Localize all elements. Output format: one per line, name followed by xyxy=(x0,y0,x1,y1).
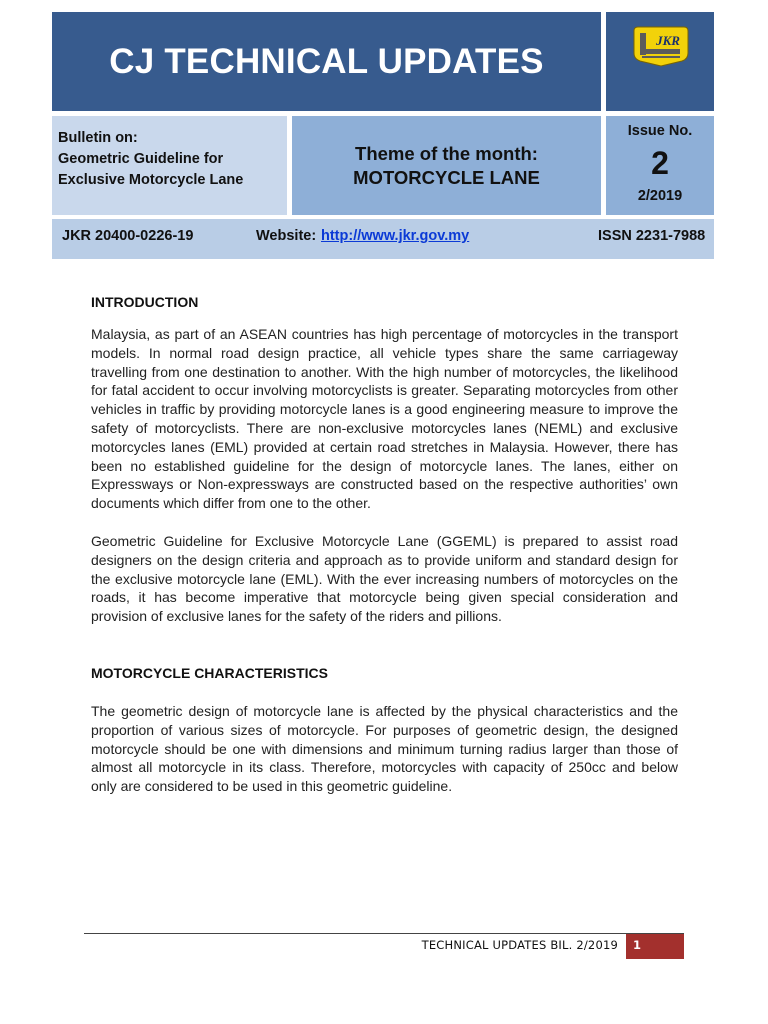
issue-number: 2 xyxy=(651,145,669,181)
bulletin-line: Geometric Guideline for xyxy=(58,151,224,167)
footer-divider xyxy=(84,933,684,934)
issue-date: 2/2019 xyxy=(637,188,683,204)
section-heading-motorcycle-characteristics: MOTORCYCLE CHARACTERISTICS xyxy=(91,665,328,681)
website-label: Website: xyxy=(256,228,317,244)
intro-paragraph-1: Malaysia, as part of an ASEAN countries has high percentage of motorcycles in the transport models. In normal road design practice, all vehicle types share the same carriageway travelling from one destination to another. With the high number of motorcycles, the likelihood for fatal accident to occur involving motorcyclists is greater. Separating motorcycles from other vehicles in traffic by providing motorcycle lanes is a good engineering measure to improve the safety of motorcyclists. There are non-exclusive motorcycles lanes (NEML) and exclusive motorcycles lanes (EML) provided at certain road stretches in Malaysia. However, there has been no established guideline for the design of motorcycle lanes. The lanes, either on Expressways or Non-expressways are constructed based on the respective authorities’ own documents which differ from one to the other. xyxy=(91,326,678,512)
characteristics-paragraph: The geometric design of motorcycle lane is affected by the physical characteristics and the proportion of various sizes of motorcycle. For purposes of geometric design, the designed motorcycle should be one with dimensions and minimum turning radius larger than those of almost all motorcycle in its class. Therefore, motorcycles with capacity of 250cc and below only are considered to be used in this geometric guideline. xyxy=(91,703,678,795)
theme-value: MOTORCYCLE LANE xyxy=(353,166,540,188)
bulletin-text xyxy=(58,128,283,191)
section-heading-introduction: INTRODUCTION xyxy=(91,294,199,310)
document-code: JKR 20400-0226-19 xyxy=(62,228,194,244)
website-link[interactable]: http://www.jkr.gov.my xyxy=(321,228,470,244)
theme-label: Theme of the month: xyxy=(355,142,538,164)
page-number: 1 xyxy=(633,938,642,952)
intro-paragraph-2: Geometric Guideline for Exclusive Motorcycle Lane (GGEML) is prepared to assist road designers on the design criteria and approach as to provide uniform and standard design for the exclusive motorcycle lane (EML). With the ever increasing numbers of motorcycles on the roads, it has become imperative that motorcycle being given special consideration and provision of exclusive lanes for the safety of the riders and pillions. xyxy=(91,533,678,625)
issue-label: Issue No. xyxy=(627,123,693,139)
issn-number: ISSN 2231-7988 xyxy=(598,228,706,244)
footer-text: TECHNICAL UPDATES BIL. 2/2019 xyxy=(421,938,618,952)
page-title: CJ TECHNICAL UPDATES xyxy=(109,41,544,81)
jkr-logo xyxy=(632,25,690,67)
bulletin-line: Bulletin on: xyxy=(58,130,138,146)
bulletin-line: Exclusive Motorcycle Lane xyxy=(58,172,244,188)
logo-lettering: JKR xyxy=(656,33,680,48)
theme-text xyxy=(292,116,601,215)
